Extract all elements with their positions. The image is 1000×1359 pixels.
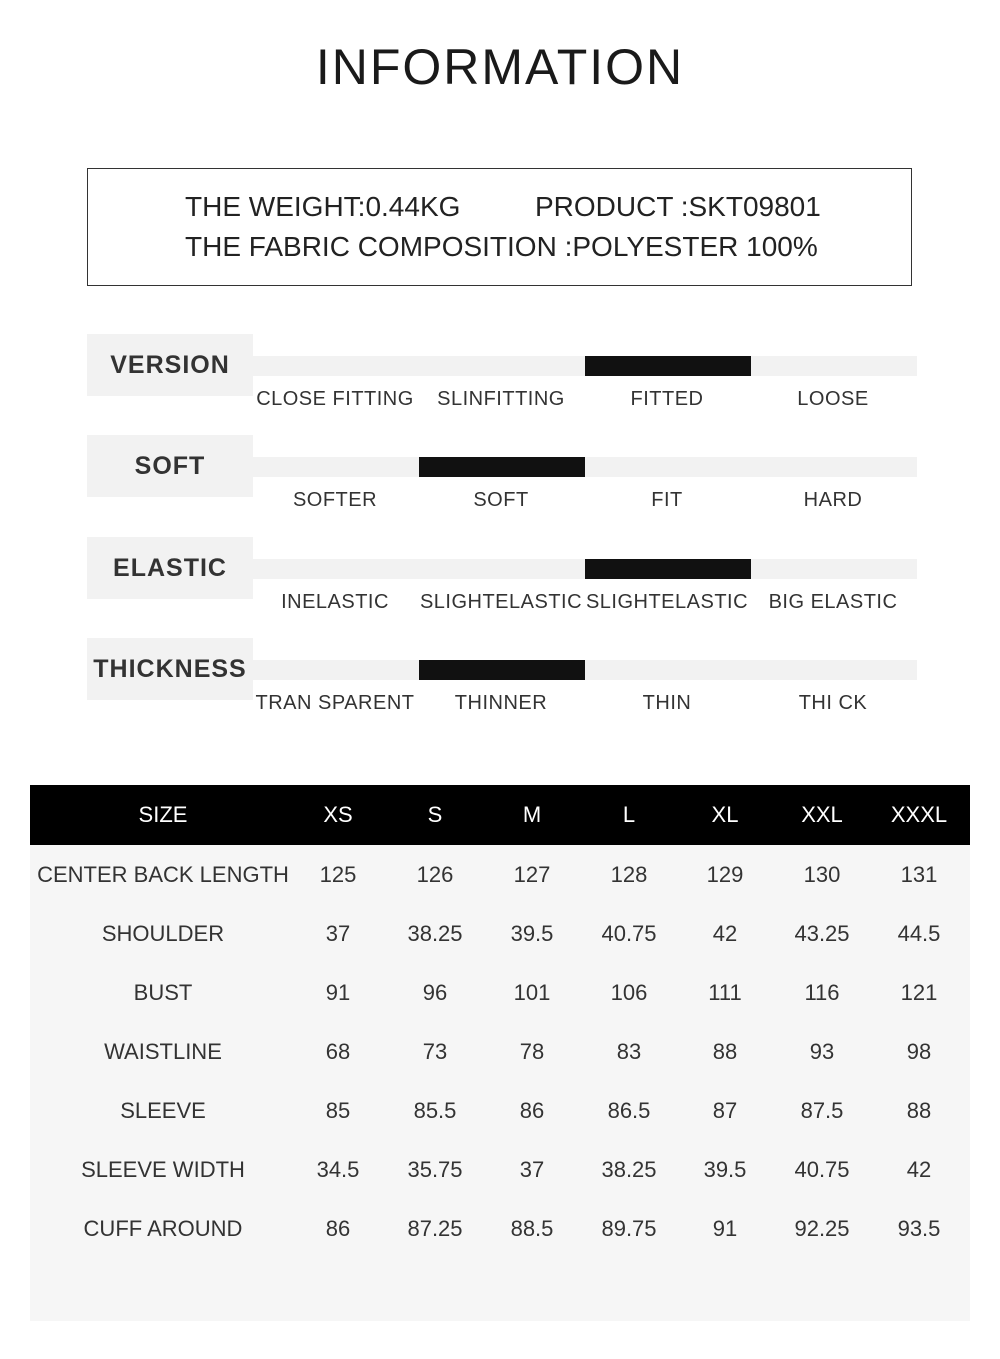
scale-option-label: CLOSE FITTING: [256, 388, 414, 410]
weight-text: THE WEIGHT:0.44KG: [185, 191, 461, 222]
table-cell: 127: [513, 862, 551, 887]
table-cell: 89.75: [601, 1216, 657, 1241]
column-header: S: [427, 802, 443, 827]
row-label: BUST: [133, 980, 193, 1005]
scale-option-label: THIN: [642, 692, 692, 714]
scale-option-label: SOFTER: [292, 489, 378, 511]
table-cell: 68: [325, 1039, 351, 1064]
table-cell: 125: [319, 862, 357, 887]
table-cell: 88: [712, 1039, 738, 1064]
scale-segment-selected: [585, 559, 751, 579]
table-cell: 93: [809, 1039, 835, 1064]
table-cell: 73: [422, 1039, 448, 1064]
table-cell: 43.25: [794, 921, 850, 946]
table-cell: 87.5: [800, 1098, 844, 1123]
scale-option-label: SLIGHTELASTIC: [419, 591, 583, 613]
table-cell: 85.5: [413, 1098, 457, 1123]
size-table-header: [30, 785, 970, 845]
table-cell: 34.5: [316, 1157, 360, 1182]
scale-option-label: THINNER: [454, 692, 548, 714]
scale-segment: [751, 356, 917, 376]
table-cell: 37: [519, 1157, 545, 1182]
attribute-label: THICKNESS: [87, 638, 253, 700]
scale-segment: [585, 457, 751, 477]
scale-option-label: LOOSE: [797, 388, 869, 410]
scale-segment: [419, 559, 585, 579]
attribute-label: VERSION: [87, 334, 253, 396]
table-cell: 87.25: [407, 1216, 463, 1241]
scale-option-label: TRAN SPARENT: [255, 692, 415, 714]
table-cell: 88.5: [510, 1216, 554, 1241]
attribute-label: ELASTIC: [87, 537, 253, 599]
scale-segment-selected: [419, 660, 585, 680]
table-cell: 86: [519, 1098, 545, 1123]
scale-segment-selected: [419, 457, 585, 477]
product-info-box: [87, 168, 912, 286]
table-cell: 130: [803, 862, 841, 887]
scale-segment: [419, 356, 585, 376]
scale-segment: [253, 559, 419, 579]
table-cell: 111: [708, 980, 742, 1005]
table-cell: 39.5: [510, 921, 554, 946]
table-cell: 129: [706, 862, 744, 887]
scale-option-label: SLIGHTELASTIC: [585, 591, 749, 613]
scale-segment-selected: [585, 356, 751, 376]
table-cell: 128: [610, 862, 648, 887]
attribute-row-elastic: [0, 537, 1000, 637]
page-title: INFORMATION: [315, 39, 685, 95]
row-label: SHOULDER: [101, 921, 225, 946]
attribute-row-thickness: [0, 638, 1000, 738]
table-cell: 40.75: [794, 1157, 850, 1182]
table-cell: 96: [422, 980, 448, 1005]
table-cell: 92.25: [794, 1216, 850, 1241]
row-label: SLEEVE WIDTH: [81, 1157, 245, 1182]
column-header: L: [622, 802, 636, 827]
size-chart-table: [30, 785, 970, 1321]
column-header: XL: [711, 802, 739, 827]
scale-segment: [751, 457, 917, 477]
table-cell: 44.5: [897, 921, 941, 946]
table-cell: 126: [416, 862, 454, 887]
table-cell: 91: [325, 980, 351, 1005]
scale-option-label: SLINFITTING: [437, 388, 565, 410]
table-cell: 35.75: [407, 1157, 463, 1182]
table-cell: 93.5: [897, 1216, 941, 1241]
attribute-row-soft: [0, 435, 1000, 535]
table-cell: 106: [610, 980, 648, 1005]
table-cell: 42: [906, 1157, 932, 1182]
scale-option-label: BIG ELASTIC: [768, 591, 898, 613]
row-label: CUFF AROUND: [83, 1216, 243, 1241]
table-cell: 101: [513, 980, 551, 1005]
scale-segment: [253, 457, 419, 477]
scale-segment: [253, 660, 419, 680]
column-header: XS: [323, 802, 353, 827]
scale-option-label: FITTED: [630, 388, 704, 410]
table-cell: 86.5: [607, 1098, 651, 1123]
table-cell: 37: [325, 921, 351, 946]
table-cell: 78: [519, 1039, 545, 1064]
scale-segment: [751, 559, 917, 579]
table-cell: 121: [900, 980, 938, 1005]
table-cell: 91: [712, 1216, 738, 1241]
table-cell: 131: [900, 862, 938, 887]
table-cell: 39.5: [703, 1157, 747, 1182]
row-label: SLEEVE: [120, 1098, 206, 1123]
column-header: XXXL: [890, 802, 948, 827]
table-cell: 38.25: [601, 1157, 657, 1182]
scale-option-label: INELASTIC: [281, 591, 389, 613]
attribute-label: SOFT: [87, 435, 253, 497]
scale-segment: [751, 660, 917, 680]
table-cell: 42: [712, 921, 738, 946]
scale-option-label: FIT: [651, 489, 683, 511]
column-header: SIZE: [138, 802, 188, 827]
scale-segment: [253, 356, 419, 376]
row-label: CENTER BACK LENGTH: [37, 862, 289, 887]
table-cell: 38.25: [407, 921, 463, 946]
row-label: WAISTLINE: [104, 1039, 222, 1064]
table-cell: 40.75: [601, 921, 657, 946]
table-cell: 98: [906, 1039, 932, 1064]
attribute-row-version: [0, 334, 1000, 434]
column-header: M: [522, 802, 542, 827]
scale-option-label: SOFT: [473, 489, 529, 511]
scale-segment: [585, 660, 751, 680]
table-cell: 87: [712, 1098, 738, 1123]
product-code-text: PRODUCT :SKT09801: [535, 191, 821, 222]
table-cell: 86: [325, 1216, 351, 1241]
column-header: XXL: [801, 802, 843, 827]
fabric-composition-text: THE FABRIC COMPOSITION :POLYESTER 100%: [185, 231, 818, 262]
table-cell: 83: [616, 1039, 642, 1064]
scale-option-label: THI CK: [798, 692, 868, 714]
table-cell: 88: [906, 1098, 932, 1123]
table-cell: 116: [804, 980, 840, 1005]
table-cell: 85: [325, 1098, 351, 1123]
scale-option-label: HARD: [803, 489, 863, 511]
